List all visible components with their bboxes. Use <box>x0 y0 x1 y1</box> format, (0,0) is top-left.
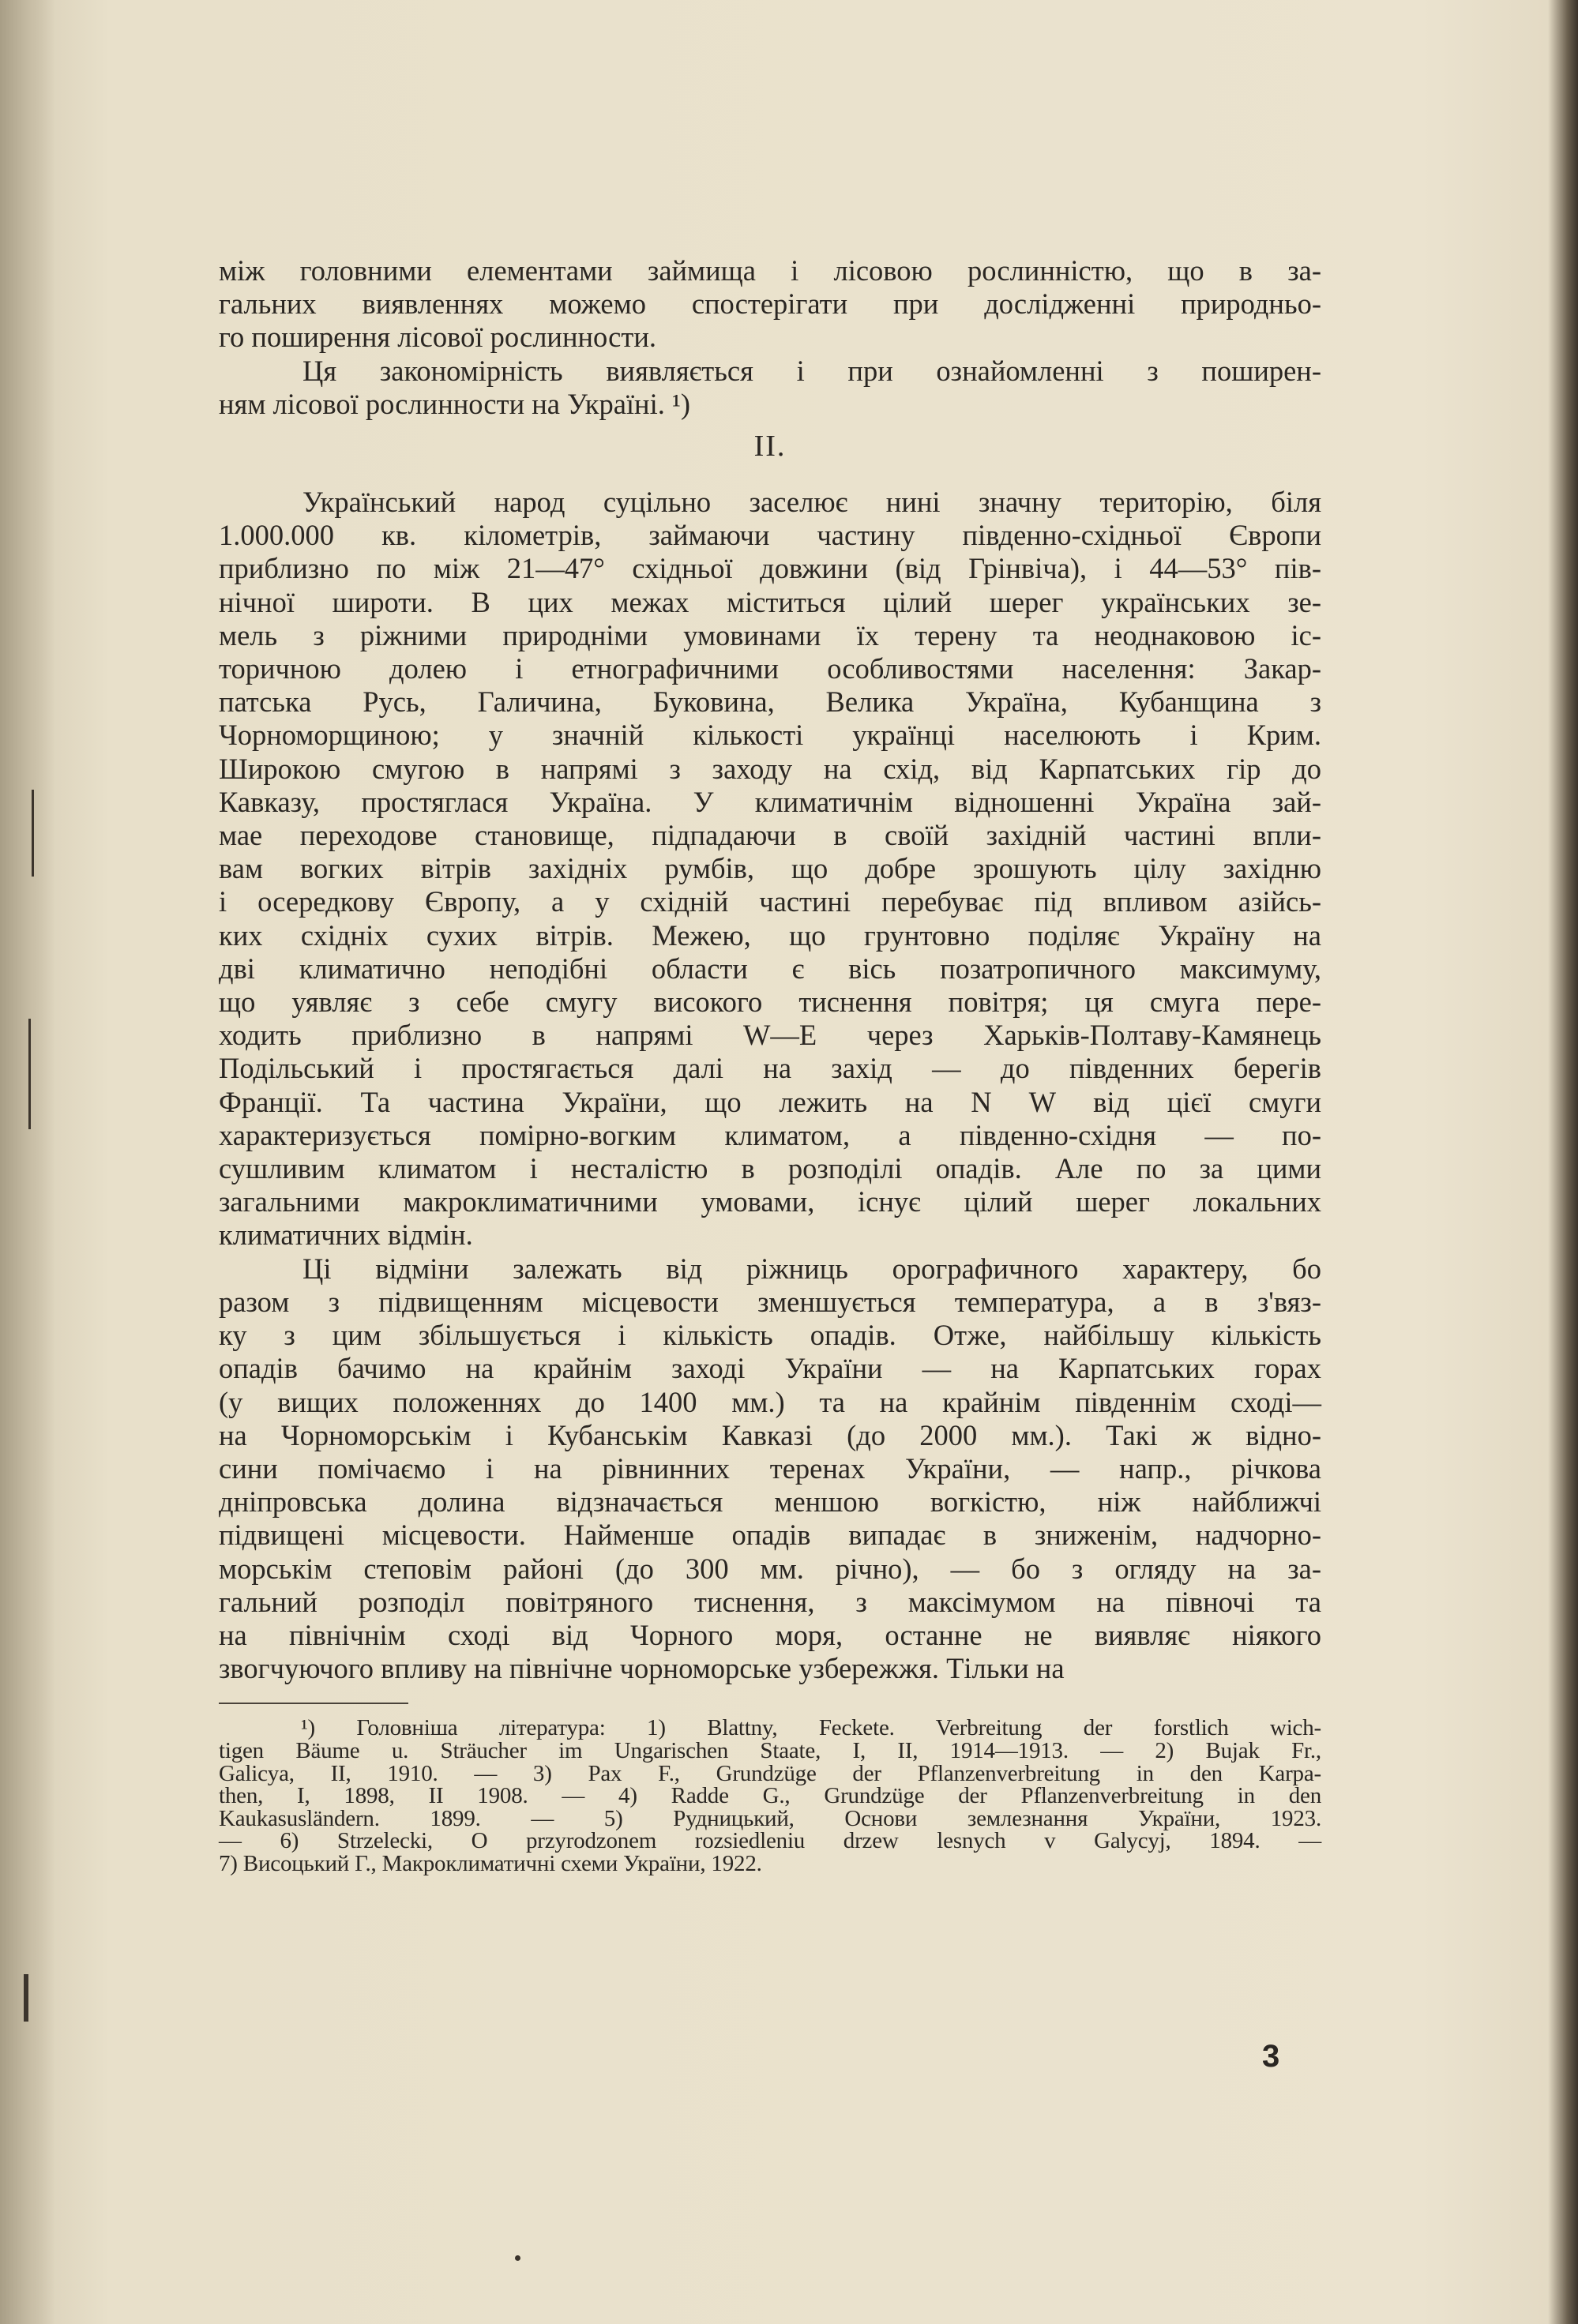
text-line: климатичних відмін. <box>219 1218 473 1252</box>
text-line: загальними макроклиматичними умовами, існує цілий шерег локальних <box>219 1185 1321 1218</box>
text-line: приблизно по між 21—47° східньої довжини (від Грінвіча), і 44—53° пів- <box>219 552 1321 585</box>
paragraph-law <box>219 355 1321 421</box>
text-line: що уявляє з себе смугу високого тиснення повітря; ця смуга пере- <box>219 986 1321 1019</box>
text-line: звогчуючого впливу на північне чорноморське узбережжя. Тільки на <box>219 1652 1065 1685</box>
text-line: вам вогких вітрів західніх румбів, що добре зрошують цілу західню <box>219 852 1321 885</box>
footnote-line: Kaukasusländern. 1899. — 5) Рудницький, Основи землезнання України, 1923. <box>219 1805 1321 1831</box>
text-line: Кавказу, простяглася Україна. У климатичнім відношенні Україна зай- <box>219 785 1321 818</box>
paragraph-territory <box>219 486 1321 1252</box>
text-line: Український народ суцільно заселює нині значну територію, біля <box>302 486 1321 519</box>
text-line: 1.000.000 кв. кілометрів, займаючи частину південно-східньої Європи <box>219 519 1321 552</box>
footnote-line: 7) Висоцький Г., Макроклиматичні схеми України, 1922. <box>219 1850 762 1876</box>
text-line: ходить приблизно в напрямі W—E через Харьків-Полтаву-Камянець <box>219 1019 1321 1052</box>
footnote-line: ¹) Головніша література: 1) Blattny, Feckete. Verbreitung der forstlich wich- <box>301 1715 1321 1741</box>
text-line: морськім степовім районі (до 300 мм. річно), — бо з огляду на за- <box>219 1552 1321 1585</box>
text-line: нічної широти. В цих межах міститься цілий шерег українських зе- <box>219 585 1321 618</box>
text-line: характеризується помірно-вогким климатом, а південно-східня — по- <box>219 1118 1321 1151</box>
text-line: між головними елементами займища і лісовою рослинністю, що в за- <box>219 254 1321 287</box>
text-line: гальних виявленнях можемо спостерігати при дослідженні природньо- <box>219 287 1321 321</box>
footnote-line: — 6) Strzelecki, O przyrodzonem rozsiedleniu drzew lesnych v Galycyj, 1894. — <box>219 1828 1321 1854</box>
page-number: 3 <box>1262 2039 1280 2074</box>
text-line: ких східніх сухих вітрів. Межею, що грунтовно поділяє Україну на <box>219 918 1321 952</box>
text-line: Широкою смугою в напрямі з заходу на схід, від Карпатських гір до <box>219 752 1321 785</box>
footnote-line: then, I, 1898, II 1908. — 4) Radde G., Grundzüge der Pflanzenverbreitung in den <box>219 1783 1321 1809</box>
paragraph-orography <box>219 1252 1321 1686</box>
text-line: разом з підвищенням місцевости зменшується температура, а в з'вяз- <box>219 1285 1321 1318</box>
footnote <box>219 1717 1321 1875</box>
text-line: дніпровська долина відзначається меншою вогкістю, ніж найближчі <box>219 1485 1321 1519</box>
text-line: Ці відміни залежать від ріжниць орографичного характеру, бо <box>302 1252 1321 1285</box>
footnote-line: Galicya, II, 1910. — 3) Pax F., Grundzüge der Pflanzenverbreitung in den Karpa- <box>219 1760 1321 1786</box>
text-line: опадів бачимо на крайнім заході України — на Карпатських горах <box>219 1352 1321 1385</box>
page-body <box>219 254 1321 1875</box>
scan-mark <box>24 1974 28 2022</box>
text-line: (у вищих положеннях до 1400 мм.) та на крайнім південнім сході— <box>219 1385 1321 1418</box>
paragraph-continued <box>219 254 1321 355</box>
text-line: Ця закономірність виявляється і при ознайомленні з поширен- <box>302 354 1321 387</box>
section-heading: II. <box>753 430 787 464</box>
text-line: підвищені місцевости. Найменше опадів випадає в зниженім, надчорно- <box>219 1519 1321 1552</box>
text-line: на північнім сході від Чорного моря, останне не виявляє ніякого <box>219 1618 1321 1651</box>
text-line: дві климатично неподібні области є вісь позатропичного максимуму, <box>219 952 1321 985</box>
text-line: ням лісової рослинности на Україні. ¹) <box>219 387 691 420</box>
scan-mark <box>32 790 34 877</box>
text-line: мае переходове становище, підпадаючи в своїй західній частині впли- <box>219 819 1321 852</box>
text-line: сушливим климатом і несталістю в розподілі опадів. Але по за цими <box>219 1152 1321 1185</box>
scan-mark <box>28 1019 31 1129</box>
text-line: сини помічаємо і на рівнинних теренах України, — напр., річкова <box>219 1451 1321 1485</box>
text-line: Подільський і простягається далі на захід — до південних берегів <box>219 1052 1321 1085</box>
text-line: на Чорноморськім і Кубанськім Кавказі (до 2000 мм.). Такі ж відно- <box>219 1418 1321 1451</box>
text-line: Чорноморщиною; у значній кількості українці населюють і Крим. <box>219 719 1321 752</box>
text-line: го поширення лісової рослинности. <box>219 321 656 354</box>
text-line: і осередкову Європу, а у східній частині перебуває під впливом азійсь- <box>219 885 1321 918</box>
text-line: торичною долею і етнографичними особливостями населення: Закар- <box>219 652 1321 685</box>
text-line: гальний розподіл повітряного тиснення, з максімумом на півночі та <box>219 1585 1321 1618</box>
footnote-divider <box>219 1703 408 1704</box>
footnote-line: tigen Bäume u. Sträucher im Ungarischen Staate, I, II, 1914—1913. — 2) Bujak Fr., <box>219 1737 1321 1763</box>
text-line: патська Русь, Галичина, Буковина, Велика Україна, Кубанщина з <box>219 685 1321 719</box>
text-line: мель з ріжними природніми умовинами їх терену та неоднаковою іс- <box>219 618 1321 651</box>
text-line: ку з цим збільшується і кількість опадів. Отже, найбільшу кількість <box>219 1319 1321 1352</box>
text-line: Франції. Та частина України, що лежить на N W від цієї смуги <box>219 1085 1321 1118</box>
scan-dot <box>515 2255 520 2261</box>
